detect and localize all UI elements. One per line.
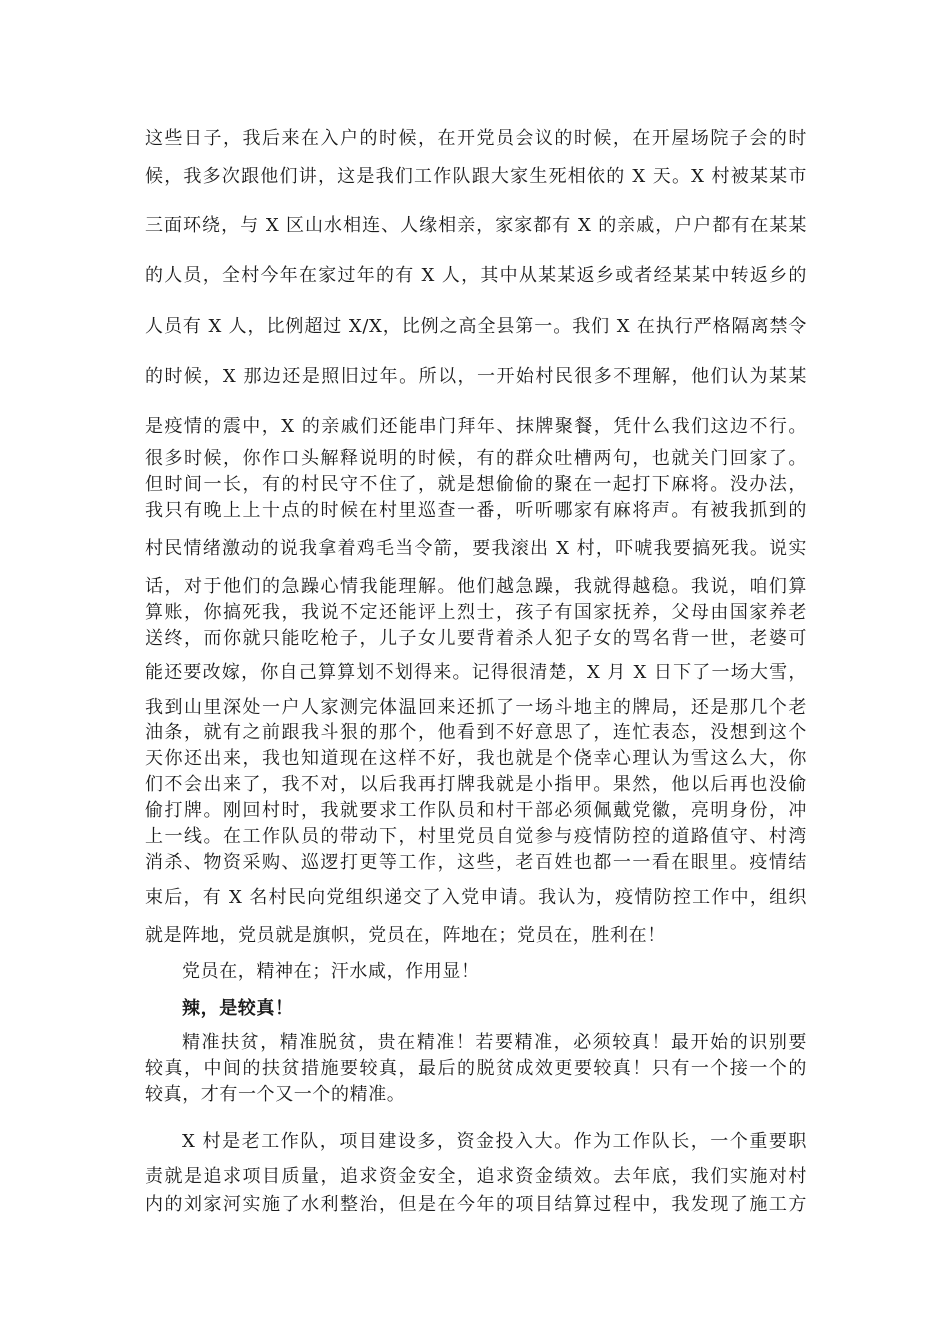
text-line: 责就是追求项目质量，追求资金安全，追求资金绩效。去年底，我们实施对村 — [145, 1166, 807, 1187]
text-line: 是疫情的震中，X 的亲戚们还能串门拜年、抹牌聚餐，凭什么我们这边不行。 — [145, 416, 807, 437]
text-line: 人员有 X 人，比例超过 X/X，比例之高全县第一。我们 X 在执行严格隔离禁令 — [145, 316, 807, 337]
text-line: 较真，中间的扶贫措施要较真，最后的脱贫成效更要较真！只有一个接一个的 — [145, 1058, 807, 1079]
text-line: 内的刘家河实施了水利整治，但是在今年的项目结算过程中，我发现了施工方 — [145, 1194, 807, 1215]
text-line: 我只有晚上上十点的时候在村里巡查一番，听听哪家有麻将声。有被我抓到的 — [145, 500, 807, 521]
text-line: 党员在，精神在；汗水咸，作用显！ — [182, 961, 480, 982]
text-line: 较真，才有一个又一个的精准。 — [145, 1084, 406, 1105]
text-line: 的时候，X 那边还是照旧过年。所以，一开始村民很多不理解，他们认为某某 — [145, 366, 807, 387]
text-line: 精准扶贫，精准脱贫，贵在精准！若要精准，必须较真！最开始的识别要 — [182, 1032, 807, 1053]
text-line: 的人员，全村今年在家过年的有 X 人，其中从某某返乡或者经某某中转返乡的 — [145, 265, 807, 286]
text-line: 就是阵地，党员就是旗帜，党员在，阵地在；党员在，胜利在！ — [145, 925, 666, 946]
text-line: 村民情绪激动的说我拿着鸡毛当令箭，要我滚出 X 村，吓唬我要搞死我。说实 — [145, 538, 807, 559]
text-line: 三面环绕，与 X 区山水相连、人缘相亲，家家都有 X 的亲戚，户户都有在某某 — [145, 215, 807, 236]
text-line: 油条，就有之前跟我斗狠的那个，他看到不好意思了，连忙表态，没想到这个 — [145, 722, 807, 743]
text-line: 话，对于他们的急躁心情我能理解。他们越急躁，我就得越稳。我说，咱们算 — [145, 576, 807, 597]
text-line: 消杀、物资采购、巡逻打更等工作，这些，老百姓也都一一看在眼里。疫情结 — [145, 852, 807, 873]
text-line: 算账，你搞死我，我说不定还能评上烈士，孩子有国家抚养，父母由国家养老 — [145, 602, 807, 623]
text-line: 很多时候，你作口头解释说明的时候，有的群众吐槽两句，也就关门回家了。 — [145, 448, 807, 469]
text-line: 天你还出来，我也知道现在这样不好，我也就是个侥幸心理认为雪这么大，你 — [145, 748, 807, 769]
text-line: 们不会出来了，我不对，以后我再打牌我就是小指甲。果然，他以后再也没偷 — [145, 774, 807, 795]
text-line: 偷打牌。刚回村时，我就要求工作队员和村干部必须佩戴党徽，亮明身份，冲 — [145, 800, 807, 821]
text-line: 我到山里深处一户人家测完体温回来还抓了一场斗地主的牌局，还是那几个老 — [145, 697, 807, 718]
text-line: 能还要改嫁，你自己算算划不划得来。记得很清楚，X 月 X 日下了一场大雪， — [145, 662, 807, 683]
text-line: 束后，有 X 名村民向党组织递交了入党申请。我认为，疫情防控工作中，组织 — [145, 887, 807, 908]
text-line: 这些日子，我后来在入户的时候，在开党员会议的时候，在开屋场院子会的时 — [145, 128, 807, 149]
text-line: 上一线。在工作队员的带动下，村里党员自觉参与疫情防控的道路值守、村湾 — [145, 826, 807, 847]
text-line: 送终，而你就只能吃枪子，儿子女儿要背着杀人犯子女的骂名背一世，老婆可 — [145, 628, 807, 649]
text-line: X 村是老工作队，项目建设多，资金投入大。作为工作队长，一个重要职 — [182, 1131, 807, 1152]
text-line: 候，我多次跟他们讲，这是我们工作队跟大家生死相依的 X 天。X 村被某某市 — [145, 166, 807, 187]
section-heading: 辣，是较真！ — [182, 998, 294, 1019]
text-line: 但时间一长，有的村民守不住了，就是想偷偷的聚在一起打下麻将。没办法， — [145, 474, 807, 495]
